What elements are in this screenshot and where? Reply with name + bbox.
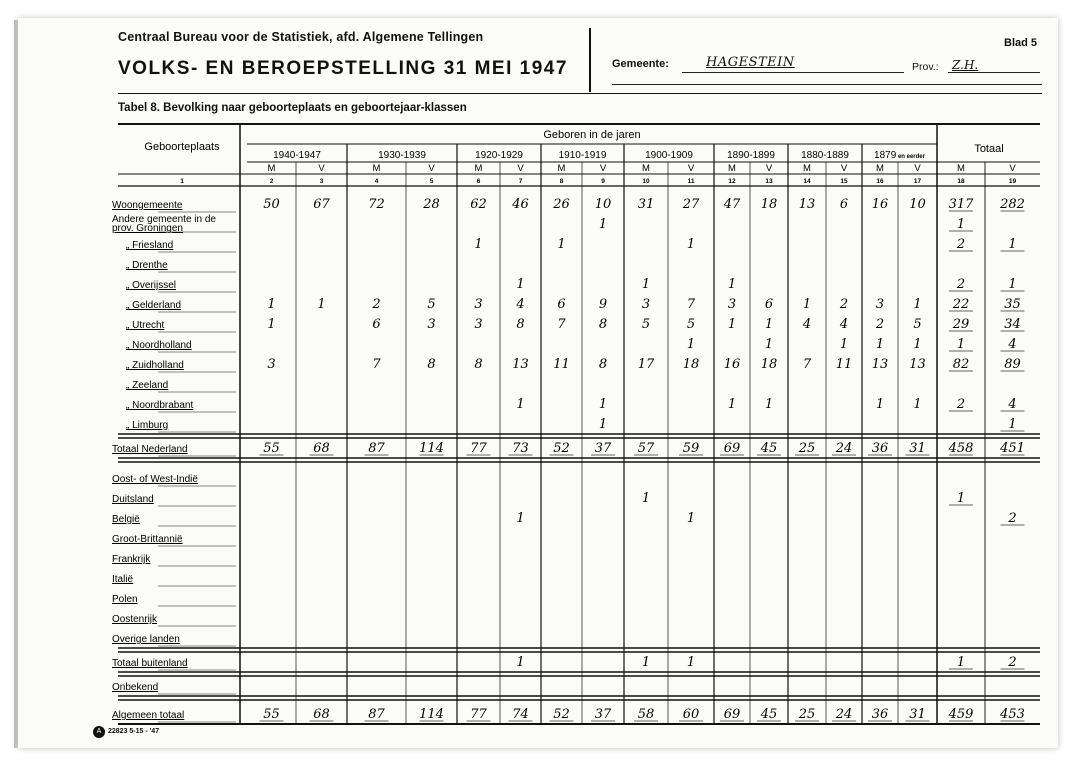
column-number: 15 xyxy=(840,178,848,185)
table-cell: 317 xyxy=(948,197,974,212)
table-cell: 1 xyxy=(764,397,774,412)
page-number: Blad 5 xyxy=(1004,37,1038,49)
table-cell: 34 xyxy=(1004,317,1021,332)
row-label: Overige landen xyxy=(112,634,180,645)
v-label: V xyxy=(1009,163,1016,174)
table-cell: 1 xyxy=(686,337,696,352)
table-cell: 3 xyxy=(875,297,885,312)
table-cell: 77 xyxy=(470,441,487,456)
table-cell: 1 xyxy=(764,317,774,332)
period-label: 1880-1889 xyxy=(801,150,849,161)
v-label: V xyxy=(428,163,435,174)
m-label: M xyxy=(557,163,566,174)
table-cell: 1 xyxy=(516,511,525,526)
column-number: 12 xyxy=(728,178,736,185)
column-number: 9 xyxy=(601,178,605,185)
column-number: 3 xyxy=(319,178,324,185)
census-title: VOLKS- EN BEROEPSTELLING 31 MEI 1947 xyxy=(118,58,568,79)
row-label: Totaal buitenland xyxy=(112,658,188,669)
table-cell: 1 xyxy=(516,397,525,412)
table-cell: 37 xyxy=(594,707,612,722)
table-cell: 2 xyxy=(372,297,381,312)
table-cell: 22 xyxy=(952,297,970,312)
table-cell: 1 xyxy=(598,397,608,412)
row-label-cont: prov. Groningen xyxy=(112,223,183,234)
row-label: „ Limburg xyxy=(126,420,169,431)
column-number: 6 xyxy=(476,178,481,185)
table-cell: 1 xyxy=(1008,277,1017,292)
period-label: 1900-1909 xyxy=(645,150,693,161)
table-cell: 1 xyxy=(557,237,566,252)
table-cell: 3 xyxy=(267,357,276,372)
table-cell: 5 xyxy=(913,317,922,332)
table-cell: 3 xyxy=(474,297,483,312)
table-cell: 29 xyxy=(952,317,970,332)
row-label: „ Zuidholland xyxy=(126,360,184,371)
table-cell: 1 xyxy=(516,277,525,292)
table-cell: 46 xyxy=(512,197,529,212)
table-cell: 8 xyxy=(516,317,525,332)
period-label: 1930-1939 xyxy=(378,150,426,161)
row-label: Totaal Nederland xyxy=(112,444,188,455)
table-cell: 1 xyxy=(839,337,849,352)
table-cell: 6 xyxy=(764,297,774,312)
table-cell: 1 xyxy=(764,337,774,352)
m-label: M xyxy=(372,163,381,174)
table-cell: 6 xyxy=(839,197,849,212)
period-label: 1890-1899 xyxy=(727,150,775,161)
table-cell: 459 xyxy=(948,707,974,722)
table-cell: 82 xyxy=(952,357,970,372)
m-label: M xyxy=(876,163,884,174)
row-label: Polen xyxy=(112,594,138,605)
table-cell: 31 xyxy=(909,441,926,456)
table-cell: 1 xyxy=(641,655,651,670)
table-cell: 87 xyxy=(368,441,385,456)
table-cell: 8 xyxy=(598,357,608,372)
v-label: V xyxy=(517,163,524,174)
table-cell: 1 xyxy=(956,217,966,232)
table-cell: 1 xyxy=(686,511,696,526)
table-cell: 1 xyxy=(267,317,276,332)
table-cell: 8 xyxy=(427,357,436,372)
table-cell: 4 xyxy=(516,297,525,312)
table-cell: 1 xyxy=(267,297,276,312)
table-cell: 1 xyxy=(727,397,737,412)
column-number: 5 xyxy=(429,178,434,185)
table-cell: 1 xyxy=(956,655,966,670)
m-label: M xyxy=(803,163,811,174)
table-cell: 27 xyxy=(682,197,700,212)
table-cell: 7 xyxy=(372,357,381,372)
table-cell: 52 xyxy=(553,441,570,456)
column-number: 18 xyxy=(957,178,965,185)
table-title: Tabel 8. Bevolking naar geboorteplaats en geboortejaar-klassen xyxy=(118,102,467,114)
table-cell: 1 xyxy=(317,297,326,312)
column-number: 19 xyxy=(1008,178,1017,185)
table-cell: 68 xyxy=(313,707,330,722)
table-cell: 2 xyxy=(839,297,849,312)
table-cell: 25 xyxy=(798,441,816,456)
row-label: „ Overijssel xyxy=(126,280,177,291)
table-cell: 3 xyxy=(641,297,651,312)
table-cell: 37 xyxy=(594,441,612,456)
table-cell: 8 xyxy=(598,317,608,332)
period-label: 1879 en eerder xyxy=(874,150,925,161)
column-number: 2 xyxy=(269,178,274,185)
row-label: „ Drenthe xyxy=(126,260,168,271)
table-cell: 11 xyxy=(835,357,853,372)
print-code: 22823 5-15 - '47 xyxy=(108,728,160,735)
table-cell: 60 xyxy=(682,707,700,722)
table-cell: 1 xyxy=(913,337,922,352)
table-cell: 282 xyxy=(1000,197,1025,212)
table-cell: 52 xyxy=(553,707,570,722)
table-cell: 31 xyxy=(909,707,926,722)
row-label: Oost- of West-Indië xyxy=(112,474,198,485)
table-cell: 24 xyxy=(835,707,853,722)
table-cell: 1 xyxy=(1008,417,1017,432)
table-cell: 47 xyxy=(723,197,741,212)
table-cell: 2 xyxy=(956,277,966,292)
row-label: Onbekend xyxy=(112,682,159,693)
table-cell: 2 xyxy=(1008,655,1017,670)
row-label: Oostenrijk xyxy=(112,614,158,625)
table-cell: 87 xyxy=(368,707,385,722)
table-cell: 57 xyxy=(637,441,655,456)
table-cell: 50 xyxy=(263,197,280,212)
row-label: „ Zeeland xyxy=(126,380,169,391)
table-cell: 3 xyxy=(727,297,737,312)
table-cell: 4 xyxy=(1008,337,1017,352)
table-cell: 16 xyxy=(723,357,741,372)
table-cell: 1 xyxy=(1008,237,1017,252)
table-cell: 35 xyxy=(1004,297,1021,312)
table-cell: 1 xyxy=(875,337,885,352)
row-label: „ Noordbrabant xyxy=(126,400,194,411)
table-cell: 17 xyxy=(637,357,655,372)
table-cell: 1 xyxy=(913,397,922,412)
row-label: „ Gelderland xyxy=(126,300,182,311)
table-cell: 1 xyxy=(956,491,966,506)
table-cell: 67 xyxy=(313,197,330,212)
place-header: Geboorteplaats xyxy=(144,141,220,153)
table-cell: 31 xyxy=(637,197,655,212)
table-cell: 1 xyxy=(686,655,696,670)
table-cell: 13 xyxy=(798,197,816,212)
row-label: Frankrijk xyxy=(112,554,151,565)
table-cell: 1 xyxy=(727,277,737,292)
table-cell: 72 xyxy=(368,197,385,212)
table-cell: 11 xyxy=(553,357,570,372)
table-cell: 18 xyxy=(760,357,778,372)
row-label: Andere gemeente in de xyxy=(112,214,216,225)
table-cell: 114 xyxy=(419,707,444,722)
table-cell: 4 xyxy=(1008,397,1017,412)
table-cell: 26 xyxy=(553,197,570,212)
row-label: „ Friesland xyxy=(126,240,174,251)
table-cell: 58 xyxy=(637,707,655,722)
table-cell: 3 xyxy=(427,317,436,332)
table-cell: 451 xyxy=(1000,441,1025,456)
table-cell: 55 xyxy=(263,707,280,722)
bureau-heading: Centraal Bureau voor de Statistiek, afd. Algemene Tellingen xyxy=(118,30,484,44)
v-label: V xyxy=(687,163,695,174)
column-number: 10 xyxy=(642,178,650,185)
column-number: 17 xyxy=(913,178,922,185)
table-cell: 114 xyxy=(419,441,444,456)
table-cell: 18 xyxy=(760,197,778,212)
row-label: Duitsland xyxy=(112,494,154,505)
column-number: 8 xyxy=(559,178,564,185)
table-cell: 5 xyxy=(641,317,651,332)
table-cell: 7 xyxy=(686,297,696,312)
table-cell: 1 xyxy=(598,417,608,432)
table-cell: 62 xyxy=(470,197,487,212)
column-number: 16 xyxy=(876,178,884,185)
table-cell: 1 xyxy=(875,397,885,412)
table-cell: 1 xyxy=(913,297,922,312)
table-cell: 1 xyxy=(641,277,651,292)
row-label: Algemeen totaal xyxy=(112,710,185,721)
row-label: „ Noordholland xyxy=(126,340,192,351)
v-label: V xyxy=(599,163,607,174)
table-cell: 458 xyxy=(948,441,974,456)
table-cell: 4 xyxy=(802,317,812,332)
period-label: 1920-1929 xyxy=(475,150,523,161)
table-cell: 1 xyxy=(641,491,651,506)
m-label: M xyxy=(957,163,965,174)
period-label: 1910-1919 xyxy=(558,150,607,161)
table-cell: 2 xyxy=(956,397,966,412)
table-cell: 1 xyxy=(956,337,966,352)
table-cell: 6 xyxy=(557,297,566,312)
period-label: 1940-1947 xyxy=(273,150,321,161)
table-cell: 5 xyxy=(427,297,436,312)
prov-label: Prov.: xyxy=(912,61,939,73)
m-label: M xyxy=(474,163,483,174)
table-cell: 74 xyxy=(512,707,529,722)
table-cell: 89 xyxy=(1004,357,1021,372)
table-cell: 68 xyxy=(313,441,330,456)
table-cell: 1 xyxy=(474,237,483,252)
gemeente-value: HAGESTEIN xyxy=(706,55,795,70)
table-cell: 36 xyxy=(871,441,889,456)
column-number: 1 xyxy=(180,178,184,185)
table-cell: 1 xyxy=(686,237,696,252)
born-header: Geboren in de jaren xyxy=(543,129,641,141)
table-cell: 9 xyxy=(598,297,608,312)
table-cell: 10 xyxy=(594,197,612,212)
v-label: V xyxy=(840,163,848,174)
table-cell: 3 xyxy=(474,317,483,332)
table-cell: 1 xyxy=(802,297,812,312)
row-label: „ Utrecht xyxy=(126,320,165,331)
row-label: België xyxy=(112,514,140,525)
table-cell: 7 xyxy=(802,357,812,372)
table-cell: 6 xyxy=(372,317,381,332)
prov-value: Z.H. xyxy=(952,58,979,72)
v-label: V xyxy=(914,163,921,174)
table-cell: 24 xyxy=(835,441,853,456)
table-cell: 7 xyxy=(557,317,566,332)
table-cell: 10 xyxy=(909,197,926,212)
m-label: M xyxy=(642,163,650,174)
v-label: V xyxy=(318,163,325,174)
table-cell: 55 xyxy=(263,441,280,456)
table-cell: 36 xyxy=(871,707,889,722)
table-cell: 1 xyxy=(598,217,608,232)
table-cell: 13 xyxy=(871,357,889,372)
table-cell: 13 xyxy=(512,357,529,372)
v-label: V xyxy=(765,163,773,174)
row-label: Woongemeente xyxy=(112,200,183,211)
table-cell: 69 xyxy=(723,441,741,456)
table-cell: 18 xyxy=(682,357,700,372)
printer-logo-icon: A xyxy=(93,726,105,738)
table-cell: 13 xyxy=(909,357,926,372)
total-header: Totaal xyxy=(974,143,1004,155)
column-number: 14 xyxy=(803,178,811,185)
table-cell: 8 xyxy=(474,357,483,372)
table-cell: 1 xyxy=(516,655,525,670)
m-label: M xyxy=(728,163,736,174)
row-label: Groot-Brittannië xyxy=(112,534,183,545)
table-cell: 16 xyxy=(871,197,889,212)
column-number: 13 xyxy=(765,178,773,185)
table-cell: 28 xyxy=(423,197,440,212)
table-cell: 73 xyxy=(512,441,529,456)
table-cell: 5 xyxy=(686,317,696,332)
column-number: 7 xyxy=(518,178,523,185)
row-label: Italië xyxy=(112,574,134,585)
table-cell: 1 xyxy=(727,317,737,332)
table-cell: 69 xyxy=(723,707,741,722)
column-number: 11 xyxy=(687,178,695,185)
table-cell: 77 xyxy=(470,707,487,722)
gemeente-label: Gemeente: xyxy=(612,58,669,70)
table-cell: 45 xyxy=(760,441,778,456)
table-cell: 45 xyxy=(760,707,778,722)
table-cell: 4 xyxy=(839,317,849,332)
table-cell: 2 xyxy=(1008,511,1017,526)
table-cell: 59 xyxy=(682,441,700,456)
table-cell: 453 xyxy=(1000,707,1025,722)
m-label: M xyxy=(267,163,276,174)
table-cell: 2 xyxy=(956,237,966,252)
table-cell: 2 xyxy=(875,317,885,332)
column-number: 4 xyxy=(374,178,379,185)
table-cell: 25 xyxy=(798,707,816,722)
